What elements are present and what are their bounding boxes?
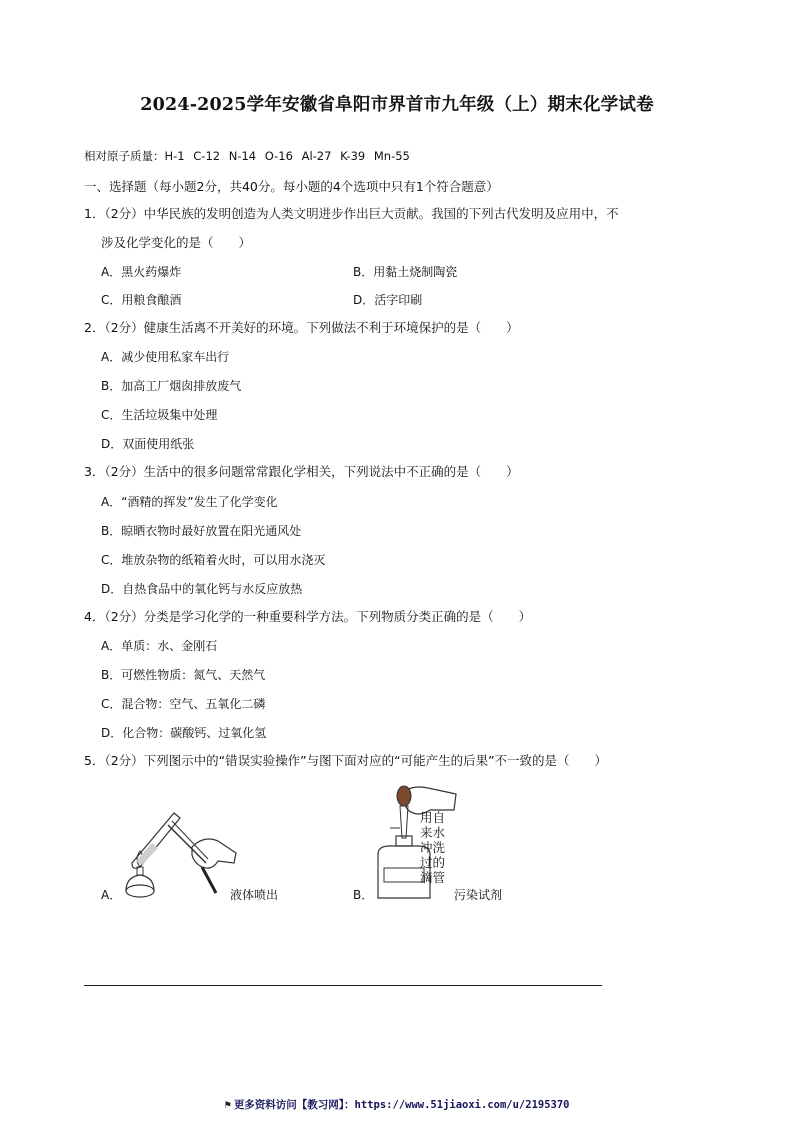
question-3-stem: 3．（2分）生活中的很多问题常常跟化学相关，下列说法中不正确的是（ ） xyxy=(84,464,519,479)
question-1-option-c[interactable]: C．用粮食酿酒 xyxy=(101,293,182,307)
section-heading: 一、选择题（每小题2分，共40分。每小题的4个选项中只有1个符合题意） xyxy=(84,179,499,194)
question-3-option-b[interactable]: B．晾晒衣物时最好放置在阳光通风处 xyxy=(101,524,302,538)
footer-link[interactable] xyxy=(0,1097,794,1112)
question-1-stem: 1．（2分）中华民族的发明创造为人类文明进步作出巨大贡献。我国的下列古代发明及应用中，不 xyxy=(84,206,619,221)
question-1-option-d[interactable]: D．活字印刷 xyxy=(353,293,423,307)
atomic-masses: 相对原子质量：H-1 C-12 N-14 O-16 Al-27 K-39 Mn-55 xyxy=(84,149,410,163)
question-4-stem: 4．（2分）分类是学习化学的一种重要科学方法。下列物质分类正确的是（ ） xyxy=(84,609,532,624)
question-4-option-d[interactable]: D．化合物：碳酸钙、过氧化氢 xyxy=(101,726,267,740)
question-2-option-b[interactable]: B．加高工厂烟囱排放废气 xyxy=(101,379,242,393)
question-2-option-d[interactable]: D．双面使用纸张 xyxy=(101,437,195,451)
question-5-stem: 5．（2分）下列图示中的“错误实验操作”与图下面对应的“可能产生的后果”不一致的是（ ） xyxy=(84,753,608,768)
figure-a-letter[interactable]: A． xyxy=(101,888,122,902)
question-4-option-a[interactable]: A．单质：水、金刚石 xyxy=(101,639,218,653)
figure-b-dropper-illustration xyxy=(370,780,460,902)
question-4-option-b[interactable]: B．可燃性物质：氮气、天然气 xyxy=(101,668,266,682)
figure-b-side-text: 用自 来水 冲洗 过的 滴管 xyxy=(420,810,446,885)
question-2-option-c[interactable]: C．生活垃圾集中处理 xyxy=(101,408,218,422)
question-3-option-a[interactable]: A．“酒精的挥发”发生了化学变化 xyxy=(101,495,278,509)
exam-title: 2024-2025学年安徽省阜阳市界首市九年级（上）期末化学试卷 xyxy=(140,95,654,115)
question-3-option-c[interactable]: C．堆放杂物的纸箱着火时，可以用水浇灭 xyxy=(101,553,326,567)
question-3-option-d[interactable]: D．自热食品中的氧化钙与水反应放热 xyxy=(101,582,303,596)
page-divider xyxy=(84,985,602,986)
question-4-option-c[interactable]: C．混合物：空气、五氧化二磷 xyxy=(101,697,266,711)
question-2-stem: 2．（2分）健康生活离不开美好的环境。下列做法不利于环境保护的是（ ） xyxy=(84,320,519,335)
figure-a-caption: 液体喷出 xyxy=(230,888,279,902)
flag-icon: ⚑ xyxy=(224,1099,231,1111)
figure-b-caption: 污染试剂 xyxy=(454,888,503,902)
figure-a-heating-illustration xyxy=(118,805,238,900)
question-1-stem-cont: 涉及化学变化的是（ ） xyxy=(101,235,252,250)
question-2-option-a[interactable]: A．减少使用私家车出行 xyxy=(101,350,230,364)
question-1-option-b[interactable]: B．用黏土烧制陶瓷 xyxy=(353,265,458,279)
footer-text[interactable]: 更多资料访问【教习网】：https://www.51jiaoxi.com/u/2195370 xyxy=(233,1099,570,1111)
figure-b-letter[interactable]: B． xyxy=(353,888,374,902)
question-1-option-a[interactable]: A．黑火药爆炸 xyxy=(101,265,182,279)
